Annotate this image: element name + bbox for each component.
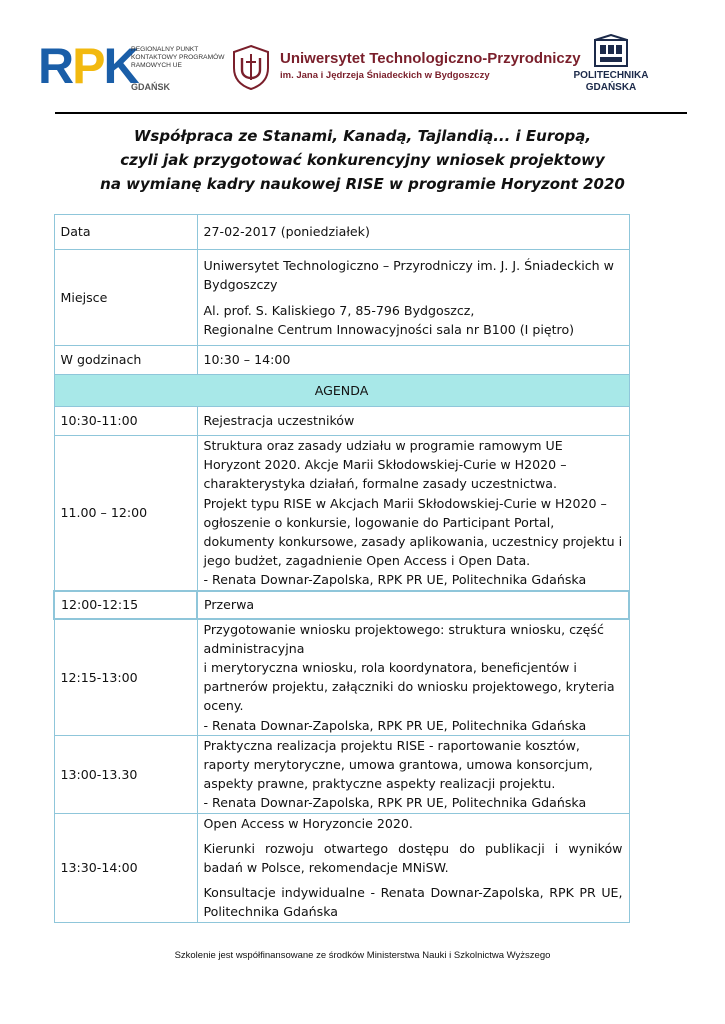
agenda-description — [197, 591, 629, 619]
date-label: Data — [54, 215, 197, 250]
agenda-header-row — [54, 375, 629, 407]
rpk-letter-p: P — [72, 38, 104, 94]
rpk-line: KONTAKTOWY PROGRAMÓW — [131, 54, 225, 62]
agenda-description — [197, 407, 629, 436]
rpk-text — [131, 46, 224, 71]
agenda-item-row — [54, 591, 629, 619]
pg-logo — [563, 34, 659, 100]
hours-label: W godzinach — [54, 346, 197, 375]
pg-name-line: GDAŃSKA — [585, 82, 637, 93]
agenda-time: 12:00-12:15 — [54, 591, 197, 619]
agenda-paragraph: Przygotowanie wniosku projektowego: struktura wniosku, część administracyjna i merytoryczna wniosku, rola koordynatora, beneficjentów i partnerów projektu, załączniki do wniosku projektowego, kryteria oceny. - Renata Downar-Zapolska, RPK PR UE, Politechnika Gdańska — [203, 621, 615, 733]
date-value: 27-02-2017 (poniedziałek) — [197, 215, 629, 250]
rpk-line: RAMOWYCH UE — [131, 62, 182, 70]
agenda-item-row — [54, 436, 629, 591]
place-line: Uniwersytet Technologiczno – Przyrodniczy im. J. J. Śniadeckich w Bydgoszczy — [203, 258, 614, 293]
agenda-paragraph: Open Access w Horyzoncie 2020. — [203, 815, 413, 831]
agenda-time: 13:00-13.30 — [54, 735, 197, 813]
rpk-letter-k: K — [103, 38, 138, 94]
agenda-description — [197, 619, 629, 736]
page-title — [40, 124, 685, 196]
header-divider — [55, 112, 687, 114]
place-line: Al. prof. S. Kaliskiego 7, 85-796 Bydgoszcz, — [203, 302, 475, 318]
agenda-description — [197, 436, 629, 591]
agenda-item-row — [54, 735, 629, 813]
pg-emblem-icon — [591, 34, 631, 68]
rpk-logo — [38, 40, 228, 100]
agenda-description — [197, 813, 629, 922]
agenda-description — [197, 735, 629, 813]
agenda-paragraph: Przerwa — [204, 597, 255, 613]
hours-row — [54, 346, 629, 375]
agenda-item-row — [54, 619, 629, 736]
hours-value: 10:30 – 14:00 — [197, 346, 629, 375]
pg-name-line: POLITECHNIKA — [573, 70, 649, 81]
agenda-paragraph: Struktura oraz zasady udziału w programie ramowym UE Horyzont 2020. Akcje Marii Skłodowskiej-Curie w H2020 – charakterystyka działań, formalne zasady uczestnictwa. Projekt typu RISE w Akcjach Marii Skłodowskiej-Curie w H2020 – ogłoszenie o konkursie, logowanie do Participant Portal, dokumenty konkursowe, zasady aplikowania, uczestnicy projektu i jego budżet, zagadnienie Open Access i Open Data. - Renata Downar-Zapolska, RPK PR UE, Politechnika Gdańska — [203, 438, 623, 588]
rpk-line: REGIONALNY PUNKT — [131, 46, 199, 53]
agenda-item-row — [54, 407, 629, 436]
rpk-city: GDAŃSK — [131, 82, 171, 92]
agenda-paragraph: Rejestracja uczestników — [203, 413, 355, 429]
place-line: Regionalne Centrum Innowacyjności sala nr B100 (I piętro) — [203, 321, 575, 337]
agenda-paragraph: Konsultacje indywidualne - Renata Downar-Zapolska, RPK PR UE, Politechnika Gdańska — [203, 885, 623, 920]
agenda-paragraph: Praktyczna realizacja projektu RISE - raportowanie kosztów, raporty merytoryczne, umowa grantowa, umowa konsorcjum, aspekty prawne, praktyczne aspekty realizacji projektu. - Renata Downar-Zapolska, RPK PR UE, Politechnika Gdańska — [203, 737, 593, 811]
title-line: czyli jak przygotować konkurencyjny wniosek projektowy — [120, 151, 605, 169]
title-line: Współpraca ze Stanami, Kanadą, Tajlandią... i Europą, — [133, 127, 592, 145]
utp-name: Uniwersytet Technologiczno-Przyrodniczy — [280, 50, 581, 67]
agenda-table — [53, 214, 630, 923]
agenda-paragraph: Kierunki rozwoju otwartego dostępu do publikacji i wyników badań w Polsce, rekomendacje MNiSW. — [203, 840, 623, 876]
agenda-time: 11.00 – 12:00 — [54, 436, 197, 591]
rpk-letters — [38, 40, 138, 92]
place-row — [54, 250, 629, 346]
utp-emblem-icon — [232, 44, 270, 90]
footer-note: Szkolenie jest współfinansowane ze środków Ministerstwa Nauki i Szkolnictwa Wyższego — [174, 950, 551, 961]
place-value — [197, 250, 629, 346]
agenda-time: 10:30-11:00 — [54, 407, 197, 436]
agenda-heading: AGENDA — [54, 375, 629, 407]
agenda-item-row — [54, 813, 629, 922]
title-line: na wymianę kadry naukowej RISE w programie Horyzont 2020 — [100, 175, 625, 193]
utp-subtitle: im. Jana i Jędrzeja Śniadeckich w Bydgoszczy — [280, 70, 490, 81]
agenda-time: 13:30-14:00 — [54, 813, 197, 922]
utp-logo — [232, 44, 581, 94]
agenda-time: 12:15-13:00 — [54, 619, 197, 736]
date-row — [54, 215, 629, 250]
pg-name — [563, 70, 659, 94]
rpk-letter-r: R — [38, 38, 73, 94]
place-label: Miejsce — [54, 250, 197, 346]
